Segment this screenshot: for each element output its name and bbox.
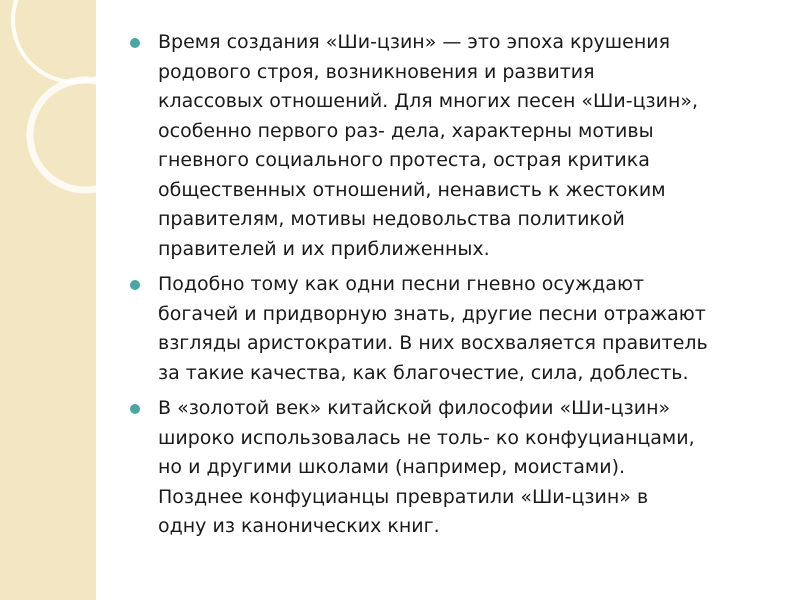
bullet-item (128, 394, 778, 542)
text-line: гневного социального протеста, острая критика (158, 149, 650, 171)
text-line: богачей и придворную знать, другие песни отражают (158, 302, 706, 325)
side-decoration-band (0, 0, 96, 600)
bullet-dot-icon (130, 280, 140, 290)
text-line: Время создания «Ши-цзин» — это эпоха крушения (158, 31, 671, 53)
text-line: правителям, мотивы недовольства политикой (158, 208, 625, 230)
text-line: родового строя, возникновения и развития (158, 60, 595, 83)
text-line: широко использовалась не толь- ко конфуцианцами, (158, 426, 695, 449)
text-line: общественных отношений, ненависть к жестоким (158, 178, 666, 201)
text-line: Позднее конфуцианцы превратили «Ши-цзин» в (158, 485, 649, 508)
bullet-dot-icon (130, 38, 140, 48)
text-line: за такие качества, как благочестие, сила, доблесть. (158, 361, 689, 384)
text-line: правителей и их приближенных. (158, 237, 490, 260)
text-line: но и другими школами (например, моистами). (158, 456, 626, 478)
bullet-item (128, 28, 778, 264)
text-line: особенно первого раз- дела, характерны мотивы (158, 119, 654, 142)
text-line: взгляды аристократии. В них восхваляется правитель (158, 332, 708, 354)
bullet-dot-icon (130, 404, 140, 414)
slide-content (128, 28, 778, 548)
text-line: одну из канонических книг. (158, 515, 440, 537)
text-line: В «золотой век» китайской философии «Ши-цзин» (158, 397, 671, 419)
text-line: классовых отношений. Для многих песен «Ши-цзин», (158, 90, 699, 112)
text-line: Подобно тому как одни песни гневно осуждают (158, 273, 645, 295)
bullet-item (128, 270, 778, 388)
